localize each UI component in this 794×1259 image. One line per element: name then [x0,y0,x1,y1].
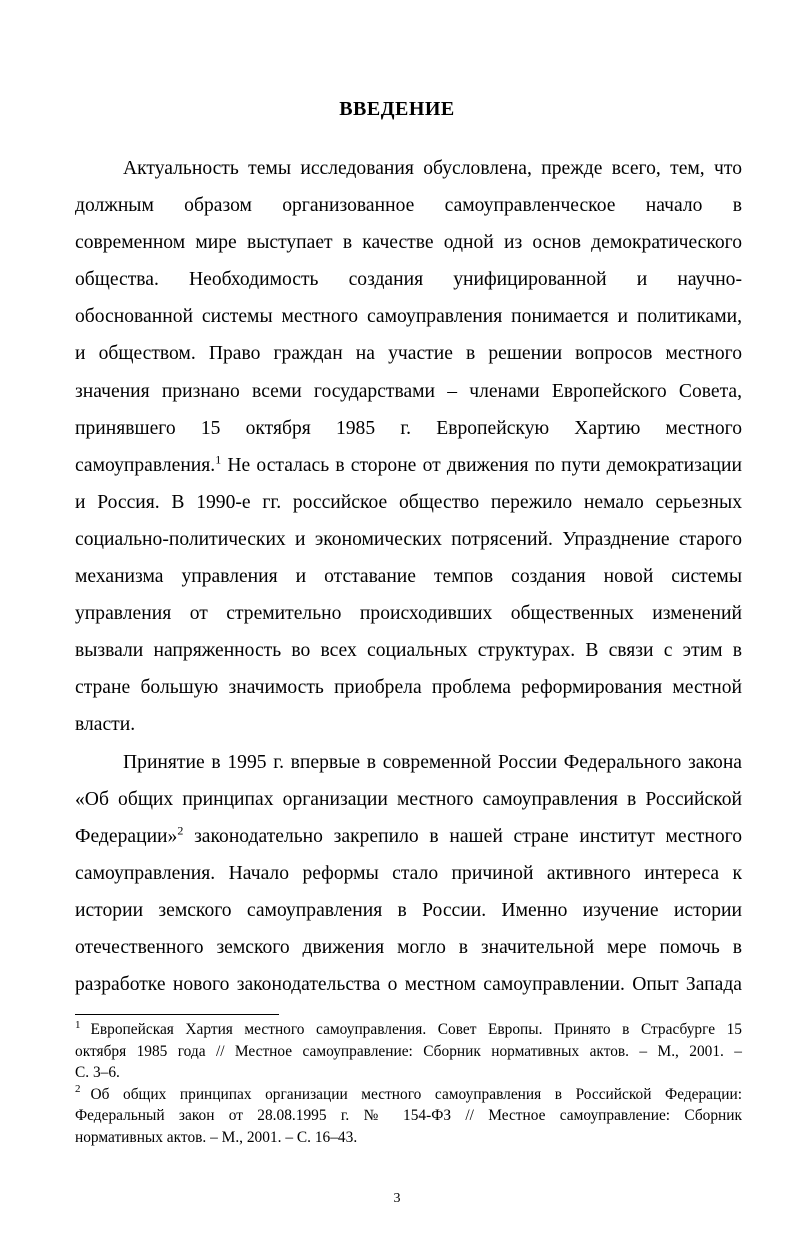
footnote-line: С. 3–6. [75,1064,120,1081]
paragraph-line: социально-политических и экономических потрясений. Упразднение старого [75,528,742,550]
footnote-line [75,1019,742,1041]
paragraph-line: и Россия. В 1990-е гг. российское общество пережило немало серьезных [75,491,742,513]
paragraph-line: власти. [75,714,136,736]
footnote-line [75,1084,742,1106]
paragraph-line: обоснованной системы местного самоуправления понимается и политиками, [75,306,742,328]
footnote-line: октября 1985 года // Местное самоуправление: Сборник нормативных актов. – М., 2001. – [75,1042,742,1060]
footnote-line: нормативных актов. – М., 2001. – С. 16–43. [75,1128,358,1146]
footnote-mark: 1 [75,1018,81,1031]
paragraph-line: должным образом организованное самоуправленческое начало в [75,195,742,217]
paragraph-line: механизма управления и отставание темпов создания новой системы [75,566,742,588]
paragraph-line [75,818,742,855]
paragraph-line: отечественного земского движения могло в значительной мере помочь в [75,936,742,958]
paragraph-line: вызвали напряженность во всех социальных структурах. В связи с этим в [75,640,742,662]
paragraph-line: принявшего 15 октября 1985 г. Европейскую Хартию местного [75,417,742,439]
paragraph-line: современном мире выступает в качестве одной из основ демократического [75,232,742,254]
paragraph-line: и обществом. Право граждан на участие в решении вопросов местного [75,343,742,365]
footnote-line: Федеральный закон от 28.08.1995 г. № 154-ФЗ // Местное самоуправление: Сборник [75,1107,742,1124]
paragraph-line: Принятие в 1995 г. впервые в современной России Федерального закона [123,751,742,773]
paragraph-line: стране большую значимость приобрела проблема реформирования местной [75,677,742,699]
footnotes [75,1019,742,1148]
footnote-text: Об общих принципах организации местного самоуправления в Российской Федерации: [90,1085,742,1103]
footnote-text: Европейская Хартия местного самоуправления. Совет Европы. Принято в Страсбурге 15 [90,1021,742,1038]
paragraph-line: значения признано всеми государствами – членами Европейского Совета, [75,380,742,402]
paragraph-line: общества. Необходимость создания унифицированной и научно- [75,269,742,291]
footnote-ref-2: 2 [177,823,184,838]
line-text: законодательно закрепило в нашей стране институт местного [183,825,742,847]
main-text [75,150,742,1003]
paragraph-line [75,447,742,484]
paragraph-line: управления от стремительно происходивших общественных изменений [75,603,742,625]
line-text: самоуправления. [75,454,216,476]
page-title: ВВЕДЕНИЕ [339,98,455,120]
paragraph-line: самоуправления. Начало реформы стало причиной активного интереса к [75,862,742,884]
page-number: 3 [393,1191,401,1206]
paragraph-line: истории земского самоуправления в России. Именно изучение истории [75,899,742,921]
paragraph-line: «Об общих принципах организации местного самоуправления в Российской [75,788,742,810]
paragraph-line: разработке нового законодательства о местном самоуправлении. Опыт Запада [75,974,742,996]
line-text: Не осталась в стороне от движения по пути демократизации [221,454,742,476]
footnote-separator [75,1014,279,1015]
footnote-mark: 2 [75,1083,81,1096]
footnote-ref-1: 1 [215,452,222,467]
paragraph-line: Актуальность темы исследования обусловлена, прежде всего, тем, что [123,158,742,179]
line-text: Федерации» [75,825,178,847]
